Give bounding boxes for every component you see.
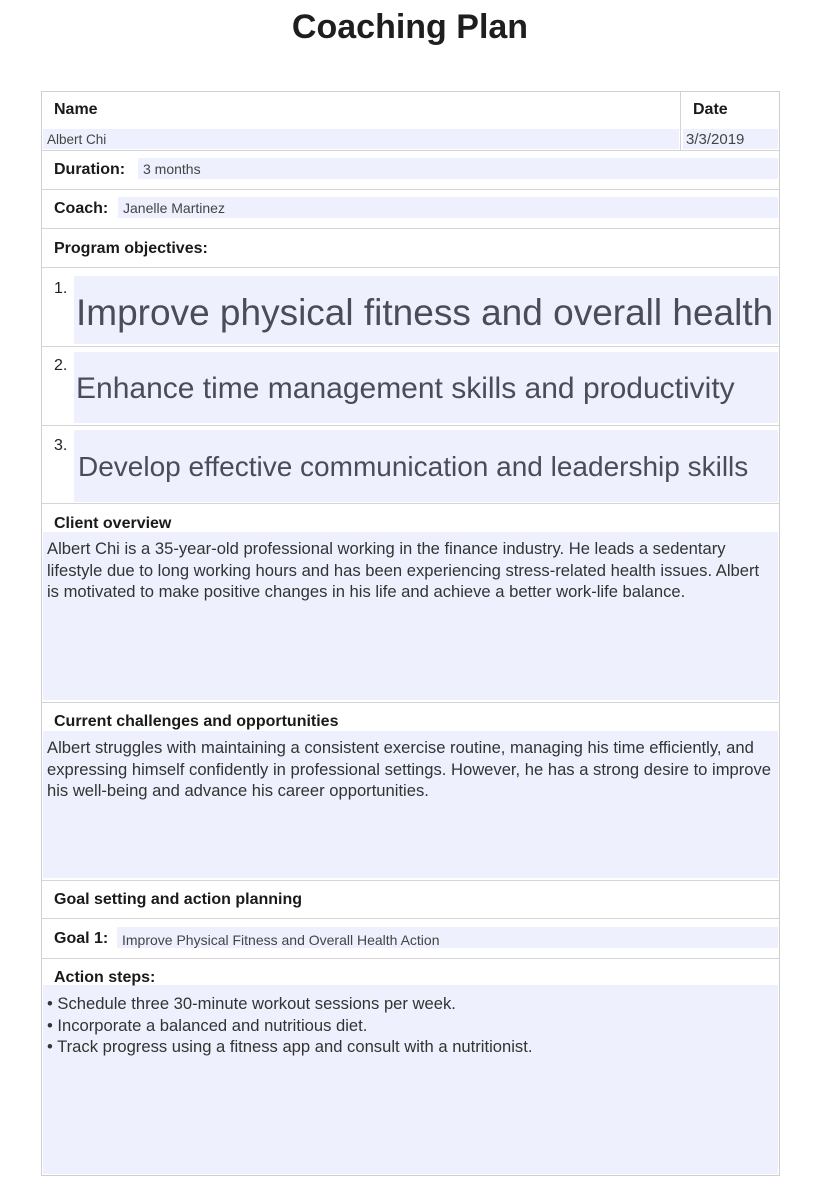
divider <box>41 958 780 959</box>
coach-value: Janelle Martinez <box>123 200 225 216</box>
divider <box>41 702 780 703</box>
objective-text: Improve physical fitness and overall health <box>76 292 774 333</box>
divider <box>41 918 780 919</box>
objective-number: 2. <box>54 357 68 374</box>
objective-number: 3. <box>54 437 68 454</box>
divider <box>41 880 780 881</box>
divider <box>41 346 780 347</box>
divider <box>41 228 780 229</box>
challenges-label: Current challenges and opportunities <box>54 713 339 730</box>
date-label: Date <box>693 101 728 118</box>
goal-setting-label: Goal setting and action planning <box>54 891 303 908</box>
duration-value: 3 months <box>143 161 201 177</box>
list-item: • Incorporate a balanced and nutritious diet. <box>47 1015 368 1035</box>
divider <box>41 503 780 504</box>
client-overview-text: Albert Chi is a 35-year-old professional working in the finance industry. He leads a sedentary lifestyle due to long working hours and has been experiencing stress-related health issues. Albert is motivated to make positive changes in his life and achieve a better work-life balance. <box>47 539 760 601</box>
name-date-divider <box>680 92 681 150</box>
page-title: Coaching Plan <box>291 8 529 46</box>
challenges-text: Albert struggles with maintaining a consistent exercise routine, managing his time efficiently, and expressing himself confidently in professional settings. However, he has a strong desire to improve his well-being and advance his career opportunities. <box>47 738 772 800</box>
coach-label: Coach: <box>54 200 109 217</box>
list-item: • Track progress using a fitness app and consult with a nutritionist. <box>47 1037 533 1056</box>
objectives-label: Program objectives: <box>54 240 208 257</box>
divider <box>41 267 780 268</box>
client-overview-label: Client overview <box>54 515 172 532</box>
divider <box>41 189 780 190</box>
date-value: 3/3/2019 <box>686 131 745 148</box>
objective-text: Develop effective communication and leadership skills <box>78 451 749 482</box>
goal1-value: Improve Physical Fitness and Overall Health Action <box>122 932 440 948</box>
name-value: Albert Chi <box>47 132 107 147</box>
objective-number: 1. <box>54 280 68 297</box>
action-steps-label: Action steps: <box>54 969 156 986</box>
divider <box>41 150 780 151</box>
action-steps-list <box>47 993 775 1058</box>
list-item: • Schedule three 30-minute workout sessions per week. <box>47 994 456 1013</box>
goal1-label: Goal 1: <box>54 930 109 947</box>
duration-label: Duration: <box>54 161 126 178</box>
objective-text: Enhance time management skills and productivity <box>76 372 735 405</box>
divider <box>41 425 780 426</box>
name-label: Name <box>54 101 98 118</box>
